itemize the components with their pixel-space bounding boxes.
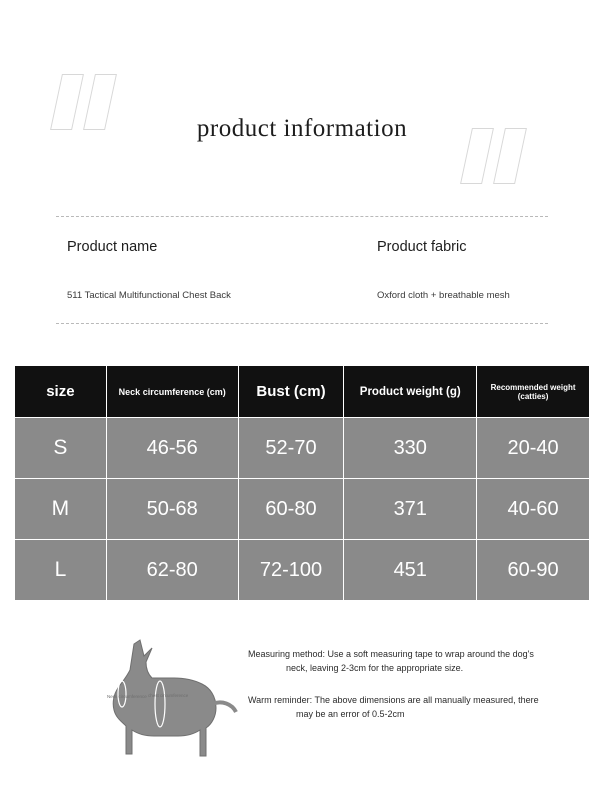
- cell-recommended: 60-90: [477, 540, 590, 601]
- cell-weight: 330: [344, 418, 477, 479]
- product-fabric-value-column: [302, 269, 548, 301]
- header-product-weight: Product weight (g): [344, 366, 477, 418]
- cell-bust: 52-70: [238, 418, 344, 479]
- cell-bust: 72-100: [238, 540, 344, 601]
- header-size: size: [15, 366, 107, 418]
- warm-reminder-note: [248, 694, 548, 722]
- product-info-block: [56, 216, 548, 324]
- dog-silhouette-icon: [60, 630, 240, 780]
- cell-weight: 451: [344, 540, 477, 601]
- divider-bottom: [56, 323, 548, 324]
- info-values-row: [56, 269, 548, 323]
- measurement-notes: [248, 648, 548, 740]
- page-title: product information: [196, 115, 408, 142]
- cell-size: M: [15, 479, 107, 540]
- measuring-method-line-1: Measuring method: Use a soft measuring tape to wrap around the dog's: [248, 649, 534, 659]
- product-fabric-column: [302, 239, 548, 255]
- cell-neck: 46-56: [106, 418, 238, 479]
- warm-reminder-line-2: may be an error of 0.5-2cm: [296, 708, 405, 719]
- cell-weight: 371: [344, 479, 477, 540]
- table-header-row: [15, 366, 590, 418]
- product-fabric-value: Oxford cloth + breathable mesh: [377, 290, 510, 301]
- cell-size: S: [15, 418, 107, 479]
- header-neck-circumference: Neck circumference (cm): [106, 366, 238, 418]
- product-name-label: Product name: [67, 239, 158, 255]
- product-name-value-column: [56, 269, 302, 301]
- chest-circumference-label: chest circumference: [148, 693, 189, 698]
- header-bust: Bust (cm): [238, 366, 344, 418]
- info-labels-row: [56, 217, 548, 269]
- cell-bust: 60-80: [238, 479, 344, 540]
- measuring-method-note: [248, 648, 548, 676]
- cell-neck: 62-80: [106, 540, 238, 601]
- cell-neck: 50-68: [106, 479, 238, 540]
- table-row: [15, 418, 590, 479]
- measuring-method-line-2: neck, leaving 2-3cm for the appropriate size.: [286, 662, 464, 673]
- table-row: [15, 479, 590, 540]
- cell-size: L: [15, 540, 107, 601]
- header-recommended-weight: Recommended weight (catties): [477, 366, 590, 418]
- neck-circumference-label: Neck circumference: [107, 694, 147, 699]
- product-name-column: [56, 239, 302, 255]
- page-header: [0, 0, 604, 210]
- warm-reminder-line-1: Warm reminder: The above dimensions are all manually measured, there: [248, 694, 539, 705]
- cell-recommended: 20-40: [477, 418, 590, 479]
- product-name-value: 511 Tactical Multifunctional Chest Back: [67, 290, 231, 301]
- dog-measurement-illustration: [60, 630, 240, 780]
- cell-recommended: 40-60: [477, 479, 590, 540]
- table-row: [15, 540, 590, 601]
- size-chart-table: [14, 365, 590, 601]
- product-fabric-label: Product fabric: [377, 239, 467, 255]
